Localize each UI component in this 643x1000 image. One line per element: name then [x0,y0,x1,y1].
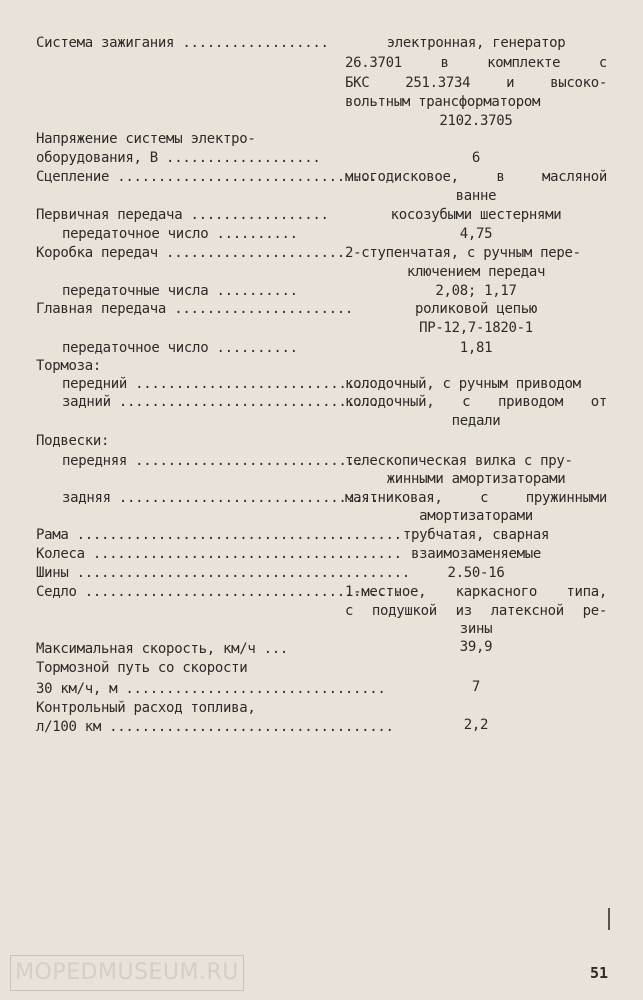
suspension-rear-value-1: маятниковая, с пружинными [345,490,607,506]
clutch-label: Сцепление ................................ [36,169,378,185]
gearbox-ratio-label: передаточные числа .......... [62,283,298,299]
brake-rear-value-1: колодочный, с приводом от [345,394,607,410]
primary-value: косозубыми шестернями [390,207,562,223]
seat-value-3: зины [459,621,493,637]
watermark: MOPEDMUSEUM.RU [10,955,244,991]
braking-label-1: Тормозной путь со скорости [36,660,248,676]
ignition-value-5: 2102.3705 [439,113,513,129]
clutch-value-2: ванне [455,188,497,204]
margin-mark [608,908,610,930]
clutch-value-1: многодисковое, в масляной [345,169,607,185]
suspension-front-label: передняя ............................ [62,453,363,469]
final-drive-label: Главная передача ...................... [36,301,354,317]
suspension-label: Подвески: [36,433,110,449]
primary-ratio-value: 4,75 [459,226,493,242]
fuel-value: 2,2 [463,717,489,733]
brakes-label: Тормоза: [36,358,102,374]
final-drive-value-1: роликовой цепью [415,301,537,317]
tires-label: Шины ......................................... [36,565,410,581]
primary-label: Первичная передача ................. [36,207,329,223]
fuel-label-2: л/100 км ................................... [36,719,394,735]
gearbox-value-2: ключением передач [406,264,546,280]
suspension-front-value-2: жинными амортизаторами [386,471,566,487]
seat-value-2: с подушкой из латексной ре- [345,603,607,619]
max-speed-label: Максимальная скорость, км/ч ... [36,641,288,657]
braking-value: 7 [471,679,481,695]
suspension-front-value-1: телескопическая вилка с пру- [345,453,573,469]
fuel-label-1: Контрольный расход топлива, [36,700,256,716]
ignition-value-2: 26.3701 в комплекте с [345,55,607,71]
wheels-label: Колеса ...................................... [36,546,402,562]
brake-rear-value-2: педали [451,413,501,429]
suspension-rear-label: задняя ................................ [62,490,380,506]
final-drive-value-2: ПР-12,7-1820-1 [419,320,533,336]
seat-value-1: 1-местное, каркасного типа, [345,584,607,600]
ignition-value-3: БКС 251.3734 и высоко- [345,75,607,91]
max-speed-value: 39,9 [459,639,493,655]
brake-front-label: передний ............................. [62,376,371,392]
primary-ratio-label: передаточное число .......... [62,226,298,242]
voltage-label-1: Напряжение системы электро- [36,131,256,147]
voltage-value: 6 [471,150,481,166]
gearbox-ratio-value: 2,08; 1,17 [435,283,517,299]
brake-front-value: колодочный, с ручным приводом [345,376,581,392]
braking-label-2: 30 км/ч, м ................................ [36,681,386,697]
final-ratio-value: 1,81 [459,340,493,356]
gearbox-value-1: 2-ступенчатая, с ручным пере- [345,245,581,261]
seat-label: Седло ....................................... [36,584,402,600]
frame-value: трубчатая, сварная [402,527,550,543]
brake-rear-label: задний ................................ [62,394,380,410]
ignition-label: Система зажигания .................. [36,35,329,51]
frame-label: Рама ........................................ [36,527,402,543]
tires-value: 2.50-16 [447,565,505,581]
page-number: 51 [590,964,609,982]
gearbox-label: Коробка передач ...................... [36,245,345,261]
wheels-value: взаимозаменяемые [410,546,542,562]
ignition-value-1: электронная, генератор [386,35,566,51]
ignition-value-4: вольтным трансформатором [345,94,541,110]
suspension-rear-value-2: амортизаторами [419,508,533,524]
final-ratio-label: передаточное число .......... [62,340,298,356]
voltage-label-2: оборудования, В ................... [36,150,321,166]
